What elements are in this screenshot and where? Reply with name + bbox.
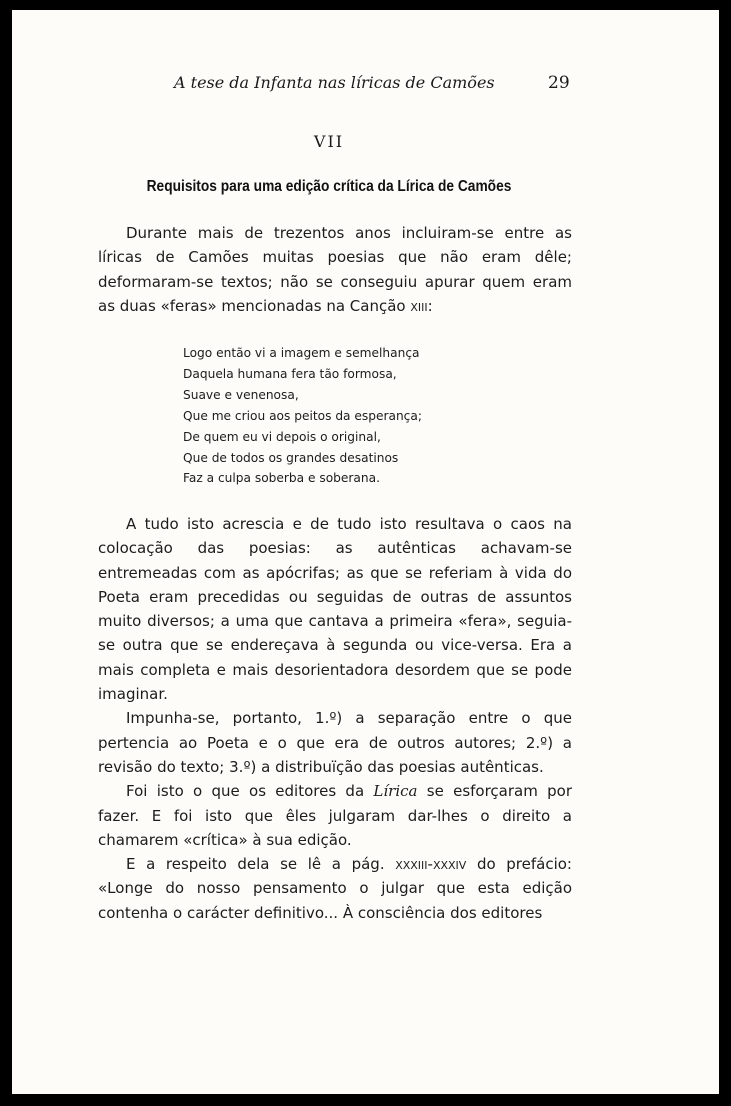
page-number: 29	[548, 73, 570, 93]
paragraph-4-before: Foi isto o que os editores da	[126, 782, 374, 801]
poem-quotation	[183, 343, 422, 489]
paragraph-1-text: Durante mais de trezentos anos incluiram-se entre as líricas de Camões muitas poesias que não eram dêle; deformaram-se textos; não se conseguiu apurar quem eram as duas «feras» mencionadas na Canção	[98, 224, 572, 315]
section-title: Requisitos para uma edição crítica da Lírica de Camões	[146, 178, 512, 195]
cancao-numeral: xiii	[410, 296, 428, 315]
poem-verse: Que me criou aos peitos da esperança;	[183, 408, 422, 423]
paragraph-5-after: do prefácio: «Longe do nosso pensamento o julgar que esta edição contenha o carácter definitivo... À consciência dos editores	[98, 855, 572, 922]
book-page	[12, 10, 719, 1094]
poem-verse: De quem eu vi depois o original,	[183, 429, 381, 444]
poem-verse: Faz a culpa soberba e soberana.	[183, 471, 380, 486]
paragraph-3: Impunha-se, portanto, 1.º) a separação entre o que pertencia ao Poeta e o que era de outros autores; 2.º) a revisão do texto; 3.º) a distribuïção das poesias autênticas.	[98, 709, 572, 776]
paragraph-intro	[98, 221, 572, 318]
poem-verse: Daquela humana fera tão formosa,	[183, 366, 397, 381]
lirica-italic: Lírica	[373, 782, 418, 801]
section-number: VII	[313, 132, 345, 151]
poem-verse: Suave e venenosa,	[183, 387, 299, 402]
running-title: A tese da Infanta nas líricas de Camões	[174, 73, 495, 92]
paragraph-4	[98, 779, 572, 852]
paragraph-5-before: E a respeito dela se lê a pág.	[126, 855, 396, 874]
paragraph-1	[98, 221, 572, 318]
poem-verse: Logo então vi a imagem e semelhança	[183, 346, 420, 360]
paragraph-1-end: :	[427, 296, 433, 315]
paragraph-2: A tudo isto acrescia e de tudo isto resultava o caos na colocação das poesias: as autênticas achavam-se entremeadas com as apócrifas; as que se referiam à vida do Poeta eram precedidas ou seguidas de outras de assuntos muito diversos; a uma que cantava a primeira «fera», seguia-se outra que se endereçava à segunda ou vice-versa. Era a mais completa e mais desorientadora desordem que se pode imaginar.	[98, 515, 572, 704]
poem-verse: Que de todos os grandes desatinos	[183, 450, 399, 465]
main-text	[98, 512, 572, 925]
paragraph-5	[98, 852, 572, 925]
page-header	[12, 73, 719, 97]
paragraph-4-after: se esforçaram por fazer. E foi isto que êles julgaram dar-lhes o direito a chamarem «crítica» à sua edição.	[98, 782, 572, 849]
preface-pages: xxxiii-xxxiv	[395, 855, 467, 874]
